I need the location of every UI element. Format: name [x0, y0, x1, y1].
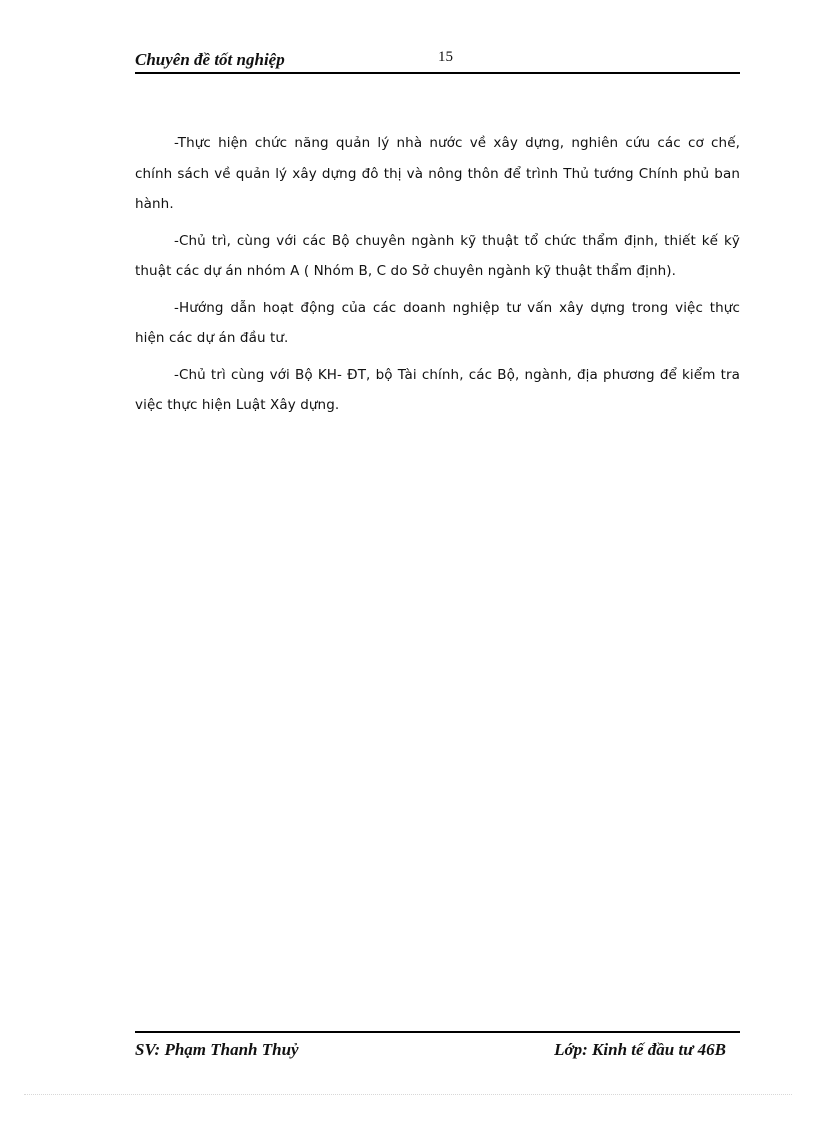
page-footer [135, 1031, 740, 1063]
paragraph-3: -Hướng dẫn hoạt động của các doanh nghiệp tư vấn xây dựng trong việc thực hiện các dự án đầu tư. [135, 299, 740, 346]
footer-student-name: SV: Phạm Thanh Thuỷ [135, 1040, 299, 1059]
paragraph-4: -Chủ trì cùng với Bộ KH- ĐT, bộ Tài chính, các Bộ, ngành, địa phương để kiểm tra việc thực hiện Luật Xây dựng. [135, 366, 740, 413]
page-number: 15 [438, 49, 453, 65]
footer-class-name: Lớp: Kinh tế đầu tư 46B [554, 1040, 726, 1059]
header-title: Chuyên đề tốt nghiệp [135, 50, 285, 69]
paragraph-1: -Thực hiện chức năng quản lý nhà nước về xây dựng, nghiên cứu các cơ chế, chính sách về quản lý xây dựng đô thị và nông thôn để trình Thủ tướng Chính phủ ban hành. [135, 135, 740, 212]
page-header [135, 48, 740, 74]
paragraph-2: -Chủ trì, cùng với các Bộ chuyên ngành kỹ thuật tổ chức thẩm định, thiết kế kỹ thuật các dự án nhóm A ( Nhóm B, C do Sở chuyên ngành kỹ thuật thẩm định). [135, 232, 740, 279]
page-bottom-divider [24, 1094, 792, 1095]
document-body [135, 128, 740, 427]
